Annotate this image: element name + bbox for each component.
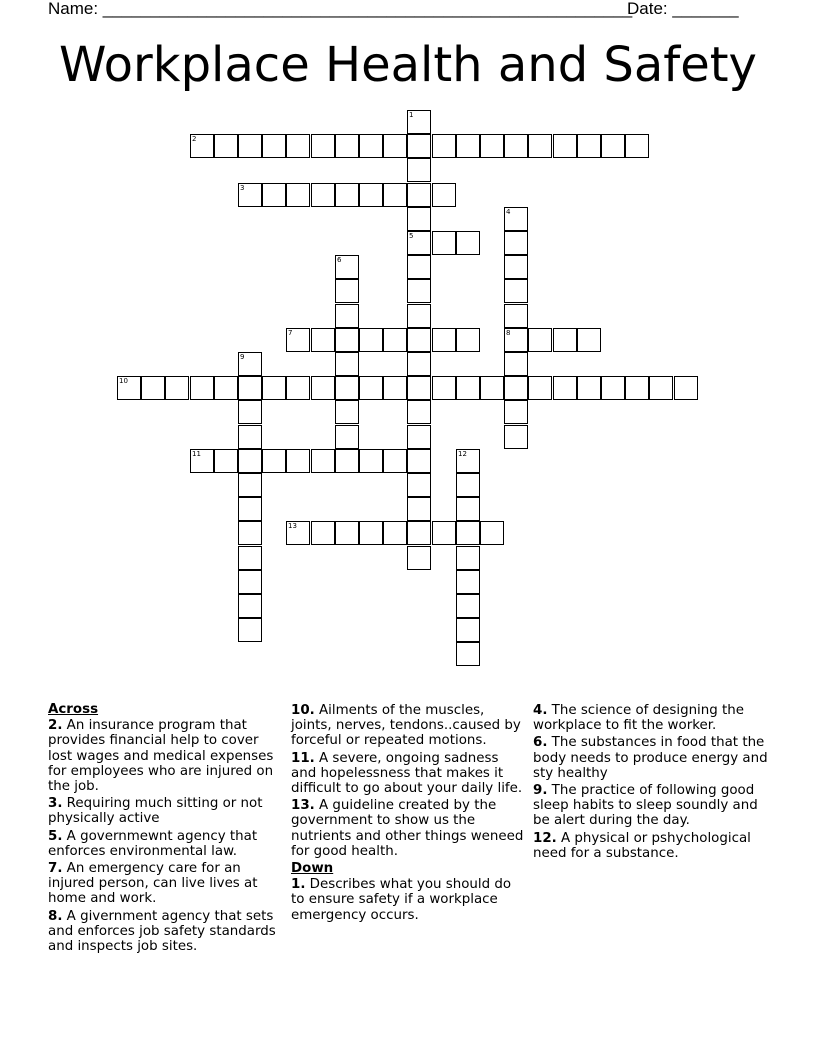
- crossword-cell[interactable]: [238, 183, 262, 207]
- crossword-cell[interactable]: [432, 328, 456, 352]
- crossword-cell[interactable]: [456, 328, 480, 352]
- crossword-cell[interactable]: [553, 328, 577, 352]
- crossword-cell[interactable]: [238, 618, 262, 642]
- crossword-cell[interactable]: [407, 521, 431, 545]
- crossword-cell[interactable]: [456, 570, 480, 594]
- clue-across-10: 10. Ailments of the muscles, joints, nerves, tendons..caused by forceful or repeated motions.: [291, 703, 521, 749]
- crossword-cell[interactable]: [528, 376, 552, 400]
- across-heading: Across: [48, 702, 99, 717]
- crossword-cell[interactable]: [407, 279, 431, 303]
- crossword-cell[interactable]: [577, 134, 601, 158]
- clue-number: 3: [240, 184, 245, 192]
- crossword-cell[interactable]: [383, 183, 407, 207]
- crossword-cell[interactable]: [504, 231, 528, 255]
- crossword-cell[interactable]: [359, 328, 383, 352]
- crossword-cell[interactable]: [238, 425, 262, 449]
- crossword-cell[interactable]: [601, 376, 625, 400]
- crossword-cell[interactable]: [117, 376, 141, 400]
- crossword-cell[interactable]: [407, 304, 431, 328]
- crossword-cell[interactable]: [504, 328, 528, 352]
- crossword-cell[interactable]: [456, 449, 480, 473]
- crossword-cell[interactable]: [407, 158, 431, 182]
- crossword-cell[interactable]: [359, 521, 383, 545]
- clue-number: 4: [506, 208, 511, 216]
- crossword-cell[interactable]: [432, 134, 456, 158]
- clue-number: 11: [192, 450, 201, 458]
- crossword-cell[interactable]: [432, 231, 456, 255]
- crossword-cell[interactable]: [190, 449, 214, 473]
- clue-across-13: 13. A guideline created by the government to show us the nutrients and other things weneed for good health.: [291, 798, 524, 859]
- crossword-cell[interactable]: [238, 473, 262, 497]
- clue-number: 1: [409, 111, 414, 119]
- crossword-cell[interactable]: [407, 183, 431, 207]
- crossword-cell[interactable]: [480, 376, 504, 400]
- crossword-cell[interactable]: [456, 618, 480, 642]
- crossword-cell[interactable]: [335, 255, 359, 279]
- clue-number: 7: [288, 329, 293, 337]
- crossword-cell[interactable]: [407, 473, 431, 497]
- clue-down-1: 1. Describes what you should do to ensure safety if a workplace emergency occurs.: [291, 877, 512, 923]
- puzzle-title: Workplace Health and Safety: [59, 37, 757, 93]
- crossword-cell[interactable]: [238, 134, 262, 158]
- crossword-cell[interactable]: [407, 110, 431, 134]
- crossword-cell[interactable]: [335, 425, 359, 449]
- crossword-cell[interactable]: [190, 134, 214, 158]
- clue-number: 10: [119, 377, 128, 385]
- clue-number: 12: [458, 450, 467, 458]
- crossword-cell[interactable]: [335, 352, 359, 376]
- crossword-cell[interactable]: [359, 134, 383, 158]
- crossword-cell[interactable]: [383, 328, 407, 352]
- crossword-cell[interactable]: [238, 497, 262, 521]
- crossword-cell[interactable]: [286, 134, 310, 158]
- crossword-cell[interactable]: [238, 352, 262, 376]
- crossword-cell[interactable]: [311, 134, 335, 158]
- crossword-cell[interactable]: [335, 134, 359, 158]
- crossword-cell[interactable]: [407, 376, 431, 400]
- crossword-cell[interactable]: [504, 376, 528, 400]
- clue-across-5: 5. A governmewnt agency that enforces environmental law.: [48, 828, 258, 859]
- crossword-cell[interactable]: [480, 521, 504, 545]
- crossword-cell[interactable]: [456, 642, 480, 666]
- clue-across-2: 2. An insurance program that provides financial help to cover lost wages and medical expenses for employees who are injured on the job.: [48, 718, 274, 795]
- clue-across-7: 7. An emergency care for an injured person, can live lives at home and work.: [48, 861, 258, 907]
- crossword-cell[interactable]: [504, 279, 528, 303]
- crossword-cell[interactable]: [141, 376, 165, 400]
- crossword-cell[interactable]: [238, 594, 262, 618]
- crossword-cell[interactable]: [407, 497, 431, 521]
- crossword-cell[interactable]: [456, 134, 480, 158]
- crossword-cell[interactable]: [577, 328, 601, 352]
- crossword-cell[interactable]: [456, 231, 480, 255]
- clue-number: 2: [192, 135, 197, 143]
- crossword-cell[interactable]: [214, 376, 238, 400]
- crossword-cell[interactable]: [456, 546, 480, 570]
- crossword-cell[interactable]: [286, 449, 310, 473]
- crossword-cell[interactable]: [335, 400, 359, 424]
- crossword-cell[interactable]: [383, 376, 407, 400]
- crossword-cell[interactable]: [335, 328, 359, 352]
- crossword-cell[interactable]: [359, 449, 383, 473]
- crossword-cell[interactable]: [335, 304, 359, 328]
- clue-across-8: 8. A givernment agency that sets and enforces job safety standards and inspects job sites.: [48, 908, 276, 955]
- crossword-cell[interactable]: [407, 207, 431, 231]
- clues-column-3: [533, 702, 769, 863]
- crossword-cell[interactable]: [335, 183, 359, 207]
- crossword-cell[interactable]: [335, 449, 359, 473]
- clues-column-1: [48, 702, 284, 956]
- crossword-cell[interactable]: [577, 376, 601, 400]
- crossword-cell[interactable]: [407, 255, 431, 279]
- crossword-cell[interactable]: [311, 376, 335, 400]
- crossword-cell[interactable]: [311, 328, 335, 352]
- crossword-cell[interactable]: [238, 400, 262, 424]
- crossword-cell[interactable]: [407, 134, 431, 158]
- crossword-cell[interactable]: [407, 400, 431, 424]
- crossword-cell[interactable]: [286, 521, 310, 545]
- crossword-cell[interactable]: [311, 183, 335, 207]
- clue-number: 9: [240, 353, 245, 361]
- clue-number: 6: [337, 256, 342, 264]
- crossword-cell[interactable]: [601, 134, 625, 158]
- clue-number: 5: [409, 232, 414, 240]
- crossword-cell[interactable]: [407, 546, 431, 570]
- crossword-cell[interactable]: [528, 134, 552, 158]
- crossword-cell[interactable]: [214, 134, 238, 158]
- crossword-cell[interactable]: [625, 376, 649, 400]
- crossword-cell[interactable]: [407, 425, 431, 449]
- crossword-cell[interactable]: [625, 134, 649, 158]
- crossword-cell[interactable]: [286, 183, 310, 207]
- crossword-cell[interactable]: [311, 449, 335, 473]
- crossword-cell[interactable]: [504, 207, 528, 231]
- crossword-cell[interactable]: [335, 521, 359, 545]
- crossword-cell[interactable]: [480, 134, 504, 158]
- crossword-cell[interactable]: [407, 352, 431, 376]
- crossword-cell[interactable]: [553, 376, 577, 400]
- crossword-cell[interactable]: [456, 473, 480, 497]
- clue-down-9: 9. The practice of following good sleep habits to sleep soundly and be alert during the day.: [533, 783, 758, 829]
- clue-across-3: 3. Requiring much sitting or not physically active: [48, 796, 263, 827]
- crossword-cell[interactable]: [262, 134, 286, 158]
- crossword-cell[interactable]: [504, 304, 528, 328]
- crossword-cell[interactable]: [432, 521, 456, 545]
- down-heading: Down: [291, 861, 334, 877]
- crossword-cell[interactable]: [456, 497, 480, 521]
- crossword-cell[interactable]: [504, 400, 528, 424]
- crossword-cell[interactable]: [383, 134, 407, 158]
- crossword-cell[interactable]: [238, 546, 262, 570]
- crossword-cell[interactable]: [286, 376, 310, 400]
- clue-number: 13: [288, 522, 297, 530]
- crossword-cell[interactable]: [504, 352, 528, 376]
- crossword-cell[interactable]: [456, 521, 480, 545]
- crossword-cell[interactable]: [553, 134, 577, 158]
- crossword-cell[interactable]: [165, 376, 189, 400]
- crossword-cell[interactable]: [456, 376, 480, 400]
- crossword-cell[interactable]: [407, 449, 431, 473]
- crossword-cell[interactable]: [383, 449, 407, 473]
- crossword-cell[interactable]: [359, 183, 383, 207]
- date-field-line[interactable]: Date: _______: [627, 0, 739, 18]
- crossword-cell[interactable]: [262, 183, 286, 207]
- crossword-cell[interactable]: [383, 521, 407, 545]
- clues-column-2: [291, 702, 527, 925]
- crossword-cell[interactable]: [335, 376, 359, 400]
- clue-down-4: 4. The science of designing the workplace to fit the worker.: [533, 703, 744, 734]
- crossword-cell[interactable]: [238, 376, 262, 400]
- clue-number: 8: [506, 329, 511, 337]
- crossword-cell[interactable]: [214, 449, 238, 473]
- crossword-cell[interactable]: [238, 570, 262, 594]
- clue-across-11: 11. A severe, ongoing sadness and hopelessness that makes it difficult to go about your daily life.: [291, 750, 523, 797]
- crossword-cell[interactable]: [359, 376, 383, 400]
- crossword-cell[interactable]: [504, 255, 528, 279]
- crossword-cell[interactable]: [407, 328, 431, 352]
- crossword-cell[interactable]: [649, 376, 673, 400]
- crossword-cell[interactable]: [674, 376, 698, 400]
- crossword-cell[interactable]: [528, 328, 552, 352]
- crossword-cell[interactable]: [432, 183, 456, 207]
- crossword-cell[interactable]: [456, 594, 480, 618]
- crossword-cell[interactable]: [432, 376, 456, 400]
- crossword-cell[interactable]: [504, 425, 528, 449]
- crossword-cell[interactable]: [504, 134, 528, 158]
- crossword-cell[interactable]: [262, 449, 286, 473]
- crossword-cell[interactable]: [238, 521, 262, 545]
- crossword-cell[interactable]: [190, 376, 214, 400]
- crossword-cell[interactable]: [238, 449, 262, 473]
- clue-down-6: 6. The substances in food that the body needs to produce energy and sty healthy: [533, 735, 768, 781]
- name-field-line[interactable]: Name: ________________________________________________________: [48, 0, 633, 18]
- crossword-cell[interactable]: [286, 328, 310, 352]
- crossword-cell[interactable]: [311, 521, 335, 545]
- crossword-cell[interactable]: [407, 231, 431, 255]
- crossword-cell[interactable]: [335, 279, 359, 303]
- crossword-cell[interactable]: [262, 376, 286, 400]
- clue-down-12: 12. A physical or pshychological need for a substance.: [533, 830, 751, 861]
